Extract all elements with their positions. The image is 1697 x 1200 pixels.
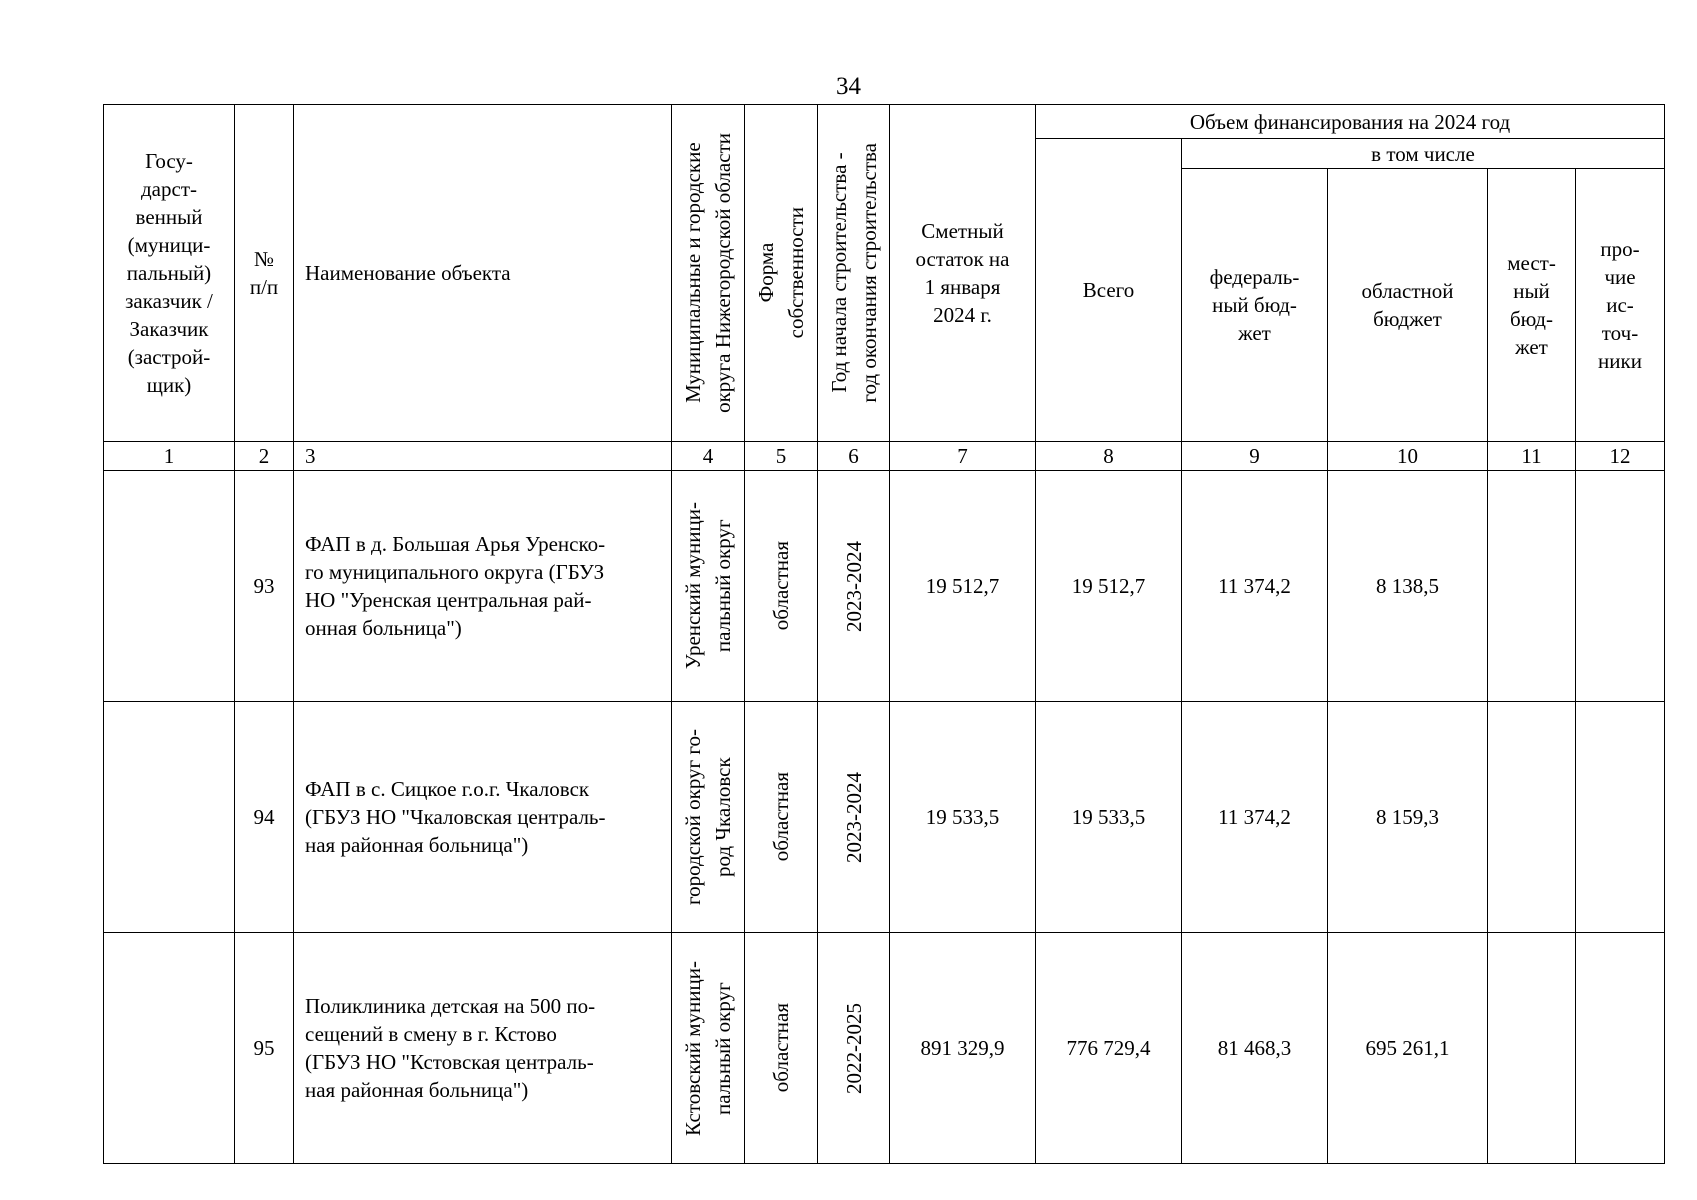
row-estimate: 19 533,5	[890, 702, 1036, 933]
row-municipal: Кстовский муници- пальный округ	[681, 960, 735, 1136]
row-local	[1488, 471, 1576, 702]
row-municipal: Уренский муници- пальный округ	[681, 502, 735, 670]
row-years-cell	[818, 471, 890, 702]
column-number: 7	[890, 442, 1036, 471]
header-financing: Объем финансирования на 2024 год	[1036, 105, 1665, 139]
row-regional: 695 261,1	[1328, 933, 1488, 1164]
row-num: 93	[235, 471, 294, 702]
row-ownership: областная	[769, 541, 793, 631]
header-other: про- чие ис- точ- ники	[1576, 169, 1665, 442]
row-federal: 81 468,3	[1182, 933, 1328, 1164]
row-other	[1576, 933, 1665, 1164]
row-object-name: Поликлиника детская на 500 по- сещений в смену в г. Кстово (ГБУЗ НО "Кстовская централь- ная районная больница")	[294, 933, 672, 1164]
row-estimate: 19 512,7	[890, 471, 1036, 702]
row-regional: 8 159,3	[1328, 702, 1488, 933]
column-number: 10	[1328, 442, 1488, 471]
header-num: № п/п	[235, 105, 294, 442]
row-ownership: областная	[769, 1003, 793, 1093]
header-ownership-cell	[745, 105, 818, 442]
header-municipal-cell	[672, 105, 745, 442]
row-object-name: ФАП в с. Сицкое г.о.г. Чкаловск (ГБУЗ НО "Чкаловская централь- ная районная больница")	[294, 702, 672, 933]
header-federal: федераль- ный бюд- жет	[1182, 169, 1328, 442]
column-number-row	[104, 442, 1665, 471]
column-number: 1	[104, 442, 235, 471]
row-municipal: городской округ го- род Чкаловск	[681, 729, 735, 905]
row-total: 776 729,4	[1036, 933, 1182, 1164]
row-estimate: 891 329,9	[890, 933, 1036, 1164]
column-number: 12	[1576, 442, 1665, 471]
row-municipal-cell	[672, 471, 745, 702]
row-other	[1576, 471, 1665, 702]
row-customer	[104, 471, 235, 702]
row-years: 2023-2024	[841, 771, 866, 863]
row-num: 94	[235, 702, 294, 933]
row-municipal-cell	[672, 933, 745, 1164]
row-regional: 8 138,5	[1328, 471, 1488, 702]
column-number: 6	[818, 442, 890, 471]
row-years: 2023-2024	[841, 540, 866, 632]
row-customer	[104, 933, 235, 1164]
row-years: 2022-2025	[841, 1002, 866, 1094]
header-including: в том числе	[1182, 139, 1665, 169]
column-number: 9	[1182, 442, 1328, 471]
row-object-name: ФАП в д. Большая Арья Уренско- го муниципального округа (ГБУЗ НО "Уренская центральная рай- онная больница")	[294, 471, 672, 702]
row-local	[1488, 702, 1576, 933]
table-row	[104, 471, 1665, 702]
row-federal: 11 374,2	[1182, 702, 1328, 933]
row-ownership-cell	[745, 933, 818, 1164]
row-ownership-cell	[745, 471, 818, 702]
financing-table	[103, 104, 1665, 1164]
page-number: 34	[836, 73, 861, 100]
row-years-cell	[818, 702, 890, 933]
row-municipal-cell	[672, 702, 745, 933]
table-row	[104, 933, 1665, 1164]
row-federal: 11 374,2	[1182, 471, 1328, 702]
header-municipal: Муниципальные и городские округа Нижегородской области	[681, 133, 735, 413]
row-ownership-cell	[745, 702, 818, 933]
header-ownership: Форма собственности	[754, 207, 808, 339]
header-years: Год начала строительства - год окончания строительства	[826, 143, 881, 403]
column-number: 4	[672, 442, 745, 471]
column-number: 5	[745, 442, 818, 471]
row-years-cell	[818, 933, 890, 1164]
row-total: 19 512,7	[1036, 471, 1182, 702]
row-other	[1576, 702, 1665, 933]
column-number: 11	[1488, 442, 1576, 471]
column-number: 2	[235, 442, 294, 471]
header-local: мест- ный бюд- жет	[1488, 169, 1576, 442]
column-number: 3	[294, 442, 672, 471]
header-regional: областной бюджет	[1328, 169, 1488, 442]
row-local	[1488, 933, 1576, 1164]
header-name: Наименование объекта	[294, 105, 672, 442]
row-ownership: областная	[769, 772, 793, 862]
row-total: 19 533,5	[1036, 702, 1182, 933]
table-row	[104, 702, 1665, 933]
header-row-1	[104, 105, 1665, 139]
header-total: Всего	[1036, 139, 1182, 442]
header-estimate: Сметный остаток на 1 января 2024 г.	[890, 105, 1036, 442]
header-years-cell	[818, 105, 890, 442]
header-customer: Госу- дарст- венный (муници- пальный) заказчик / Заказчик (застрой- щик)	[104, 105, 235, 442]
column-number: 8	[1036, 442, 1182, 471]
row-customer	[104, 702, 235, 933]
row-num: 95	[235, 933, 294, 1164]
